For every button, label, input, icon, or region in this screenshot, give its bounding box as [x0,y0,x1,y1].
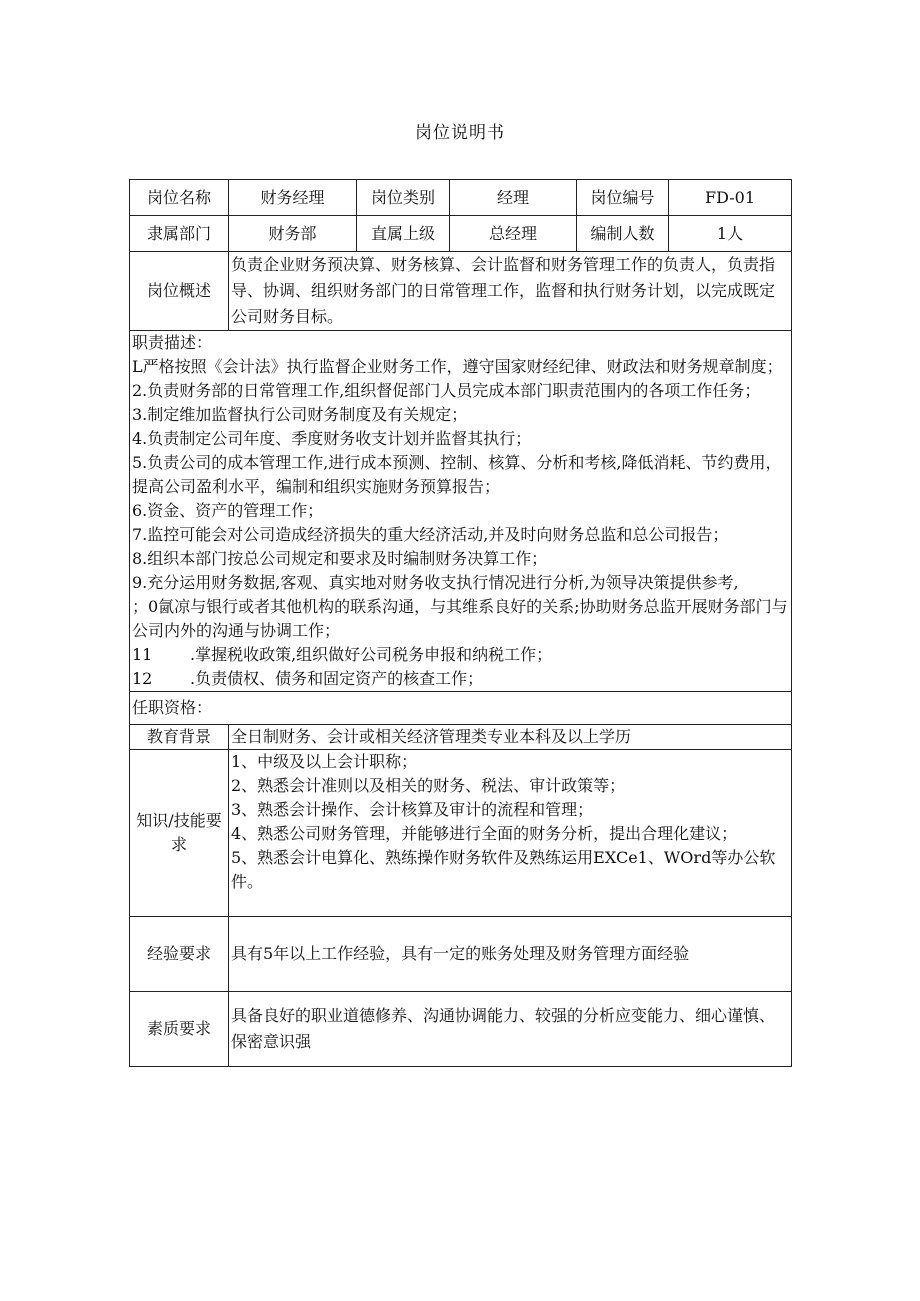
quality-row [130,992,792,1067]
duties-row [130,331,792,692]
knowledge-item: 2、熟悉会计准则以及相关的财务、税法、审计政策等； [231,776,626,795]
experience-text: 具有5年以上工作经验，具有一定的账务处理及财务管理方面经验 [229,917,792,992]
headcount-label: 编制人数 [577,216,669,252]
duty-number: 12 [132,669,153,688]
duty-text: .负责债权、债务和固定资产的核查工作； [190,669,484,688]
supervisor-label: 直属上级 [357,216,450,252]
duty-item: ；0氤凉与银行或者其他机构的联系沟通，与其维系良好的关系;协助财务总监开展财务部门与公司内外的沟通与协调工作； [132,597,788,640]
duty-item: 3.制定维加监督执行公司财务制度及有关规定； [132,405,468,424]
quality-text: 具备良好的职业道德修养、沟通协调能力、较强的分析应变能力、细心谨慎、保密意识强 [229,992,792,1067]
duties-heading: 职责描述： [132,333,213,352]
education-label: 教育背景 [130,725,229,750]
duty-text: .掌握税收政策,组织做好公司税务申报和纳税工作； [190,645,553,664]
summary-text: 负责企业财务预决算、财务核算、会计监督和财务管理工作的负责人，负责指导、协调、组织财务部门的日常管理工作，监督和执行财务计划，以完成既定公司财务目标。 [229,252,792,331]
document-title: 岗位说明书 [415,123,505,143]
qualifications-heading-row [130,692,792,725]
header-row-1 [130,180,792,216]
header-row-2 [130,216,792,252]
knowledge-list [229,750,792,917]
knowledge-item: 3、熟悉会计操作、会计核算及审计的流程和管理； [231,800,594,819]
duty-item: 9.充分运用财务数据,客观、真实地对财务收支执行情况进行分析,为领导决策提供参考, [132,573,739,592]
summary-row [130,252,792,331]
position-name-label: 岗位名称 [130,180,229,216]
position-code-value: FD-01 [669,180,792,216]
duty-item-12 [132,667,789,691]
position-category-label: 岗位类别 [357,180,450,216]
duties-cell [130,331,792,692]
duty-number: 11 [132,645,153,664]
experience-row [130,917,792,992]
headcount-value: 1人 [669,216,792,252]
duty-item: 4.负责制定公司年度、季度财务收支计划并监督其执行； [132,429,532,448]
duty-item: 2.负责财务部的日常管理工作,组织督促部门人员完成本部门职责范围内的各项工作任务； [132,381,761,400]
experience-label: 经验要求 [130,917,229,992]
duty-item: 7.监控可能会对公司造成经济损失的重大经济活动,并及时向财务总监和总公司报告； [132,525,729,544]
knowledge-item: 1、中级及以上会计职称； [231,752,418,771]
position-code-label: 岗位编号 [577,180,669,216]
supervisor-value: 总经理 [450,216,577,252]
duty-item: 6.资金、资产的管理工作； [132,501,324,520]
duty-item: 8.组织本部门按总公司规定和要求及时编制财务决算工作； [132,549,548,568]
knowledge-row [130,750,792,917]
duty-item: 5.负责公司的成本管理工作,进行成本预测、控制、核算、分析和考核,降低消耗、节约费用，提高公司盈利水平，编制和组织实施财务预算报告； [132,453,782,496]
knowledge-item: 5、熟悉会计电算化、熟练操作财务软件及熟练运用EXCe1、WOrd等办公软件。 [231,848,776,891]
qualifications-heading: 任职资格： [130,692,792,725]
position-name-value: 财务经理 [229,180,357,216]
duty-item: L严格按照《会计法》执行监督企业财务工作，遵守国家财经纪律、财政法和财务规章制度； [132,357,783,376]
position-category-value: 经理 [450,180,577,216]
education-text: 全日制财务、会计或相关经济管理类专业本科及以上学历 [229,725,792,750]
summary-label: 岗位概述 [130,252,229,331]
quality-label: 素质要求 [130,992,229,1067]
duty-item-11 [132,643,789,667]
job-description-table [129,179,792,1067]
knowledge-item: 4、熟悉公司财务管理，并能够进行全面的财务分析，提出合理化建议； [231,824,738,843]
department-value: 财务部 [229,216,357,252]
education-row [130,725,792,750]
department-label: 隶属部门 [130,216,229,252]
knowledge-label: 知识/技能要求 [130,750,229,917]
